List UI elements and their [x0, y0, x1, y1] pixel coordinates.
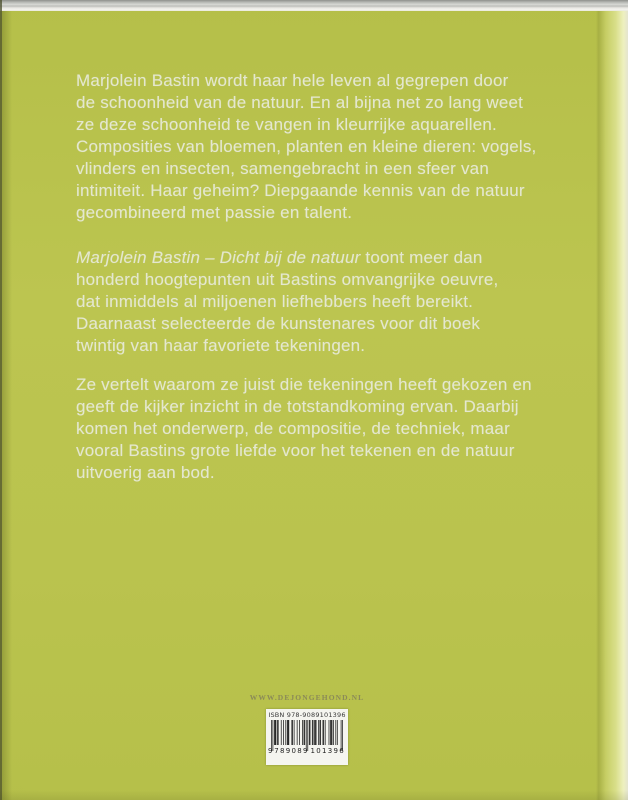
blurb-line: intimiteit. Haar geheim? Diepgaande kennis van de natuur: [76, 181, 525, 200]
book-title-italic: Marjolein Bastin – Dicht bij de natuur: [76, 248, 361, 267]
blurb-line: komen het onderwerp, de compositie, de techniek, maar: [76, 419, 510, 438]
blurb-paragraph-1: [76, 70, 536, 224]
page-edge-top: [0, 0, 628, 11]
barcode-label: [266, 709, 348, 765]
blurb-line: Marjolein Bastin wordt haar hele leven al gegrepen door: [76, 71, 509, 90]
spine-edge-shade: [2, 11, 12, 800]
publisher-website: WWW.DEJONGEHOND.NL: [249, 693, 365, 702]
blurb-line: vooral Bastins grote liefde voor het tekenen en de natuur: [76, 441, 515, 460]
blurb-line: gecombineerd met passie en talent.: [76, 203, 353, 222]
bottom-edge-shade: [0, 790, 628, 800]
blurb-line: vlinders en insecten, samengebracht in een sfeer van: [76, 159, 489, 178]
blurb-line: Daarnaast selecteerde de kunstenares voor dit boek: [76, 314, 481, 333]
barcode-digits-right: 101396: [310, 747, 345, 755]
barcode-digits: [268, 747, 346, 755]
blurb-line: Composities van bloemen, planten en kleine dieren: vogels,: [76, 137, 537, 156]
blurb-paragraph-2: [76, 247, 498, 357]
blurb-line: twintig van haar favoriete tekeningen.: [76, 336, 366, 355]
blurb-line: honderd hoogtepunten uit Bastins omvangrijke oeuvre,: [76, 270, 499, 289]
blurb-paragraph-3: [76, 374, 532, 484]
blurb-line: dat inmiddels al miljoenen liefhebbers heeft bereikt.: [76, 292, 474, 311]
blurb-line: de schoonheid van de natuur. En al bijna net zo lang weet: [76, 93, 524, 112]
blurb-line: Ze vertelt waarom ze juist die tekeningen heeft gekozen en: [76, 375, 532, 394]
barcode-digits-left: 789089: [274, 747, 309, 755]
page-edge-right: [596, 11, 628, 800]
barcode-digit-system: 9: [268, 747, 273, 755]
blurb-line: ze deze schoonheid te vangen in kleurrijke aquarellen.: [76, 115, 497, 134]
blurb-line: uitvoerig aan bod.: [76, 463, 215, 482]
isbn-text: ISBN 978-9089101396: [268, 711, 346, 719]
blurb-line: geeft de kijker inzicht in de totstandkoming ervan. Daarbij: [76, 397, 519, 416]
blurb-line-rest: toont meer dan: [360, 248, 483, 267]
blurb-line: [76, 247, 498, 269]
